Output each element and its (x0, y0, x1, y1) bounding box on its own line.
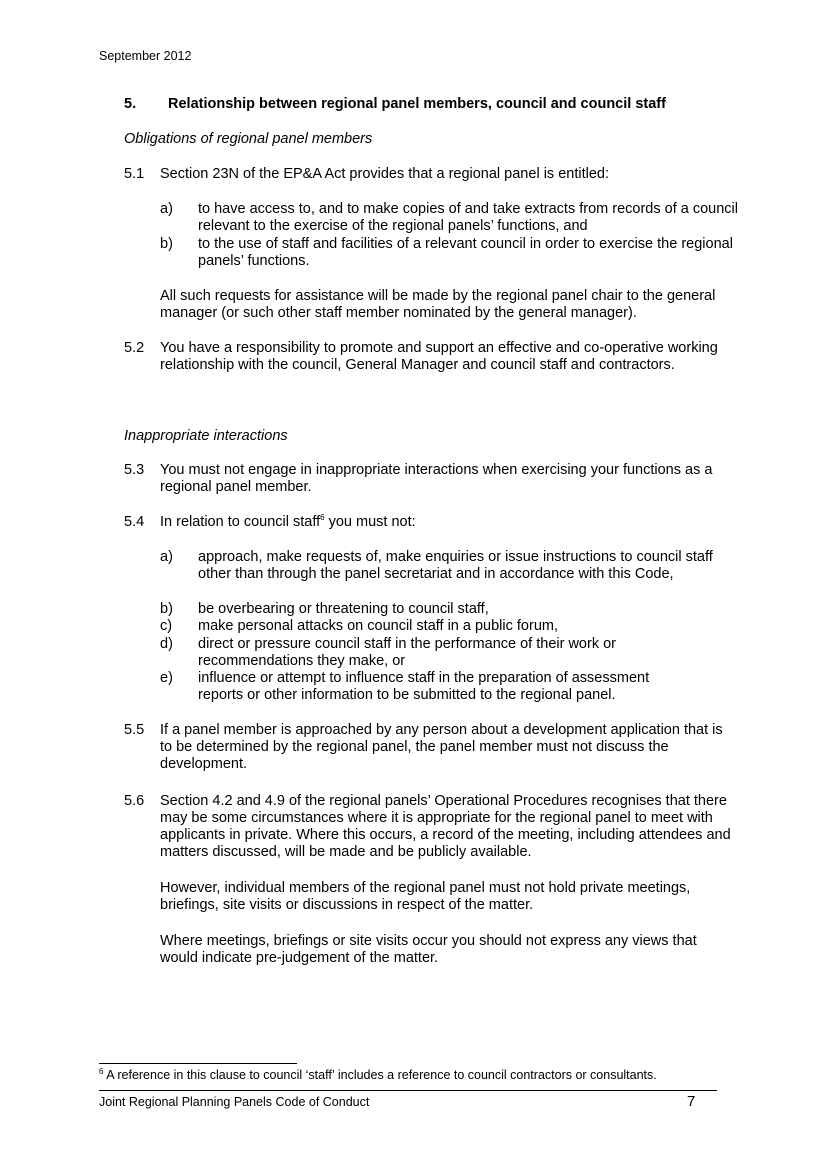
footnote-reference: 6 (320, 513, 325, 523)
clause-paragraph: All such requests for assistance will be made by the regional panel chair to the general manager (or such other staff member nominated by the general manager). (160, 288, 716, 321)
clause-paragraph: However, individual members of the regional panel must not hold private meetings, briefings, site visits or discussions in respect of the matter. (160, 880, 691, 913)
subheading-inappropriate: Inappropriate interactions (124, 428, 288, 444)
list-item-text: direct or pressure council staff in the performance of their work or recommendations they make, or (198, 636, 617, 669)
list-item-label: a) (160, 549, 173, 565)
footnote-text: A reference in this clause to council ‘staff’ includes a reference to council contractors or consultants. (103, 1068, 657, 1082)
page-number: 7 (687, 1093, 696, 1110)
list-item-text: influence or attempt to influence staff in the preparation of assessment reports or other information to be submitted to the regional panel. (198, 670, 650, 703)
clause-text (160, 514, 735, 531)
list-item-text: to the use of staff and facilities of a relevant council in order to exercise the regional panels’ functions. (198, 236, 733, 269)
list-item-text: be overbearing or threatening to council staff, (198, 601, 489, 617)
clause-text: You must not engage in inappropriate interactions when exercising your functions as a regional panel member. (160, 462, 713, 495)
list-item-label: d) (160, 636, 173, 652)
clause-number: 5.5 (124, 722, 145, 738)
footnote-separator (99, 1063, 297, 1064)
subheading-obligations: Obligations of regional panel members (124, 131, 373, 147)
list-item-text: make personal attacks on council staff in a public forum, (198, 618, 559, 634)
footer-rule (99, 1090, 717, 1091)
list-item-label: a) (160, 201, 173, 217)
clause-text-pre: In relation to council staff (160, 514, 321, 530)
list-item-text: to have access to, and to make copies of and take extracts from records of a council relevant to the exercise of the regional panels’ functions, and (198, 201, 738, 234)
header-date: September 2012 (99, 49, 192, 63)
clause-number: 5.4 (124, 514, 145, 530)
footer-title: Joint Regional Planning Panels Code of Conduct (99, 1095, 370, 1109)
clause-paragraph: Where meetings, briefings or site visits occur you should not express any views that would indicate pre-judgement of the matter. (160, 933, 697, 966)
clause-text: Section 4.2 and 4.9 of the regional panels’ Operational Procedures recognises that there may be some circumstances where it is appropriate for the regional panel to meet with applicants in private. Where this occurs, a record of the meeting, including attendees and matters discussed, will be made and be publicly available. (160, 793, 731, 860)
list-item-label: c) (160, 618, 173, 634)
clause-number: 5.3 (124, 462, 145, 478)
clause-text: Section 23N of the EP&A Act provides that a regional panel is entitled: (160, 166, 609, 182)
footnote (99, 1068, 657, 1082)
footnote-number: 6 (99, 1066, 104, 1076)
clause-text: If a panel member is approached by any person about a development application that is to be determined by the regional panel, the panel member must not discuss the development. (160, 722, 723, 772)
clause-text: You have a responsibility to promote and support an effective and co-operative working relationship with the council, General Manager and council staff and contractors. (160, 340, 718, 373)
section-number: 5. (124, 96, 137, 112)
section-title: Relationship between regional panel members, council and council staff (168, 96, 666, 112)
list-item-text: approach, make requests of, make enquiries or issue instructions to council staff other than through the panel secretariat and in accordance with this Code, (198, 549, 713, 582)
list-item-label: b) (160, 601, 173, 617)
list-item-label: b) (160, 236, 173, 252)
clause-text-post: you must not: (324, 514, 416, 530)
list-item-label: e) (160, 670, 173, 686)
clause-number: 5.2 (124, 340, 145, 356)
clause-number: 5.1 (124, 166, 145, 182)
clause-number: 5.6 (124, 793, 145, 809)
